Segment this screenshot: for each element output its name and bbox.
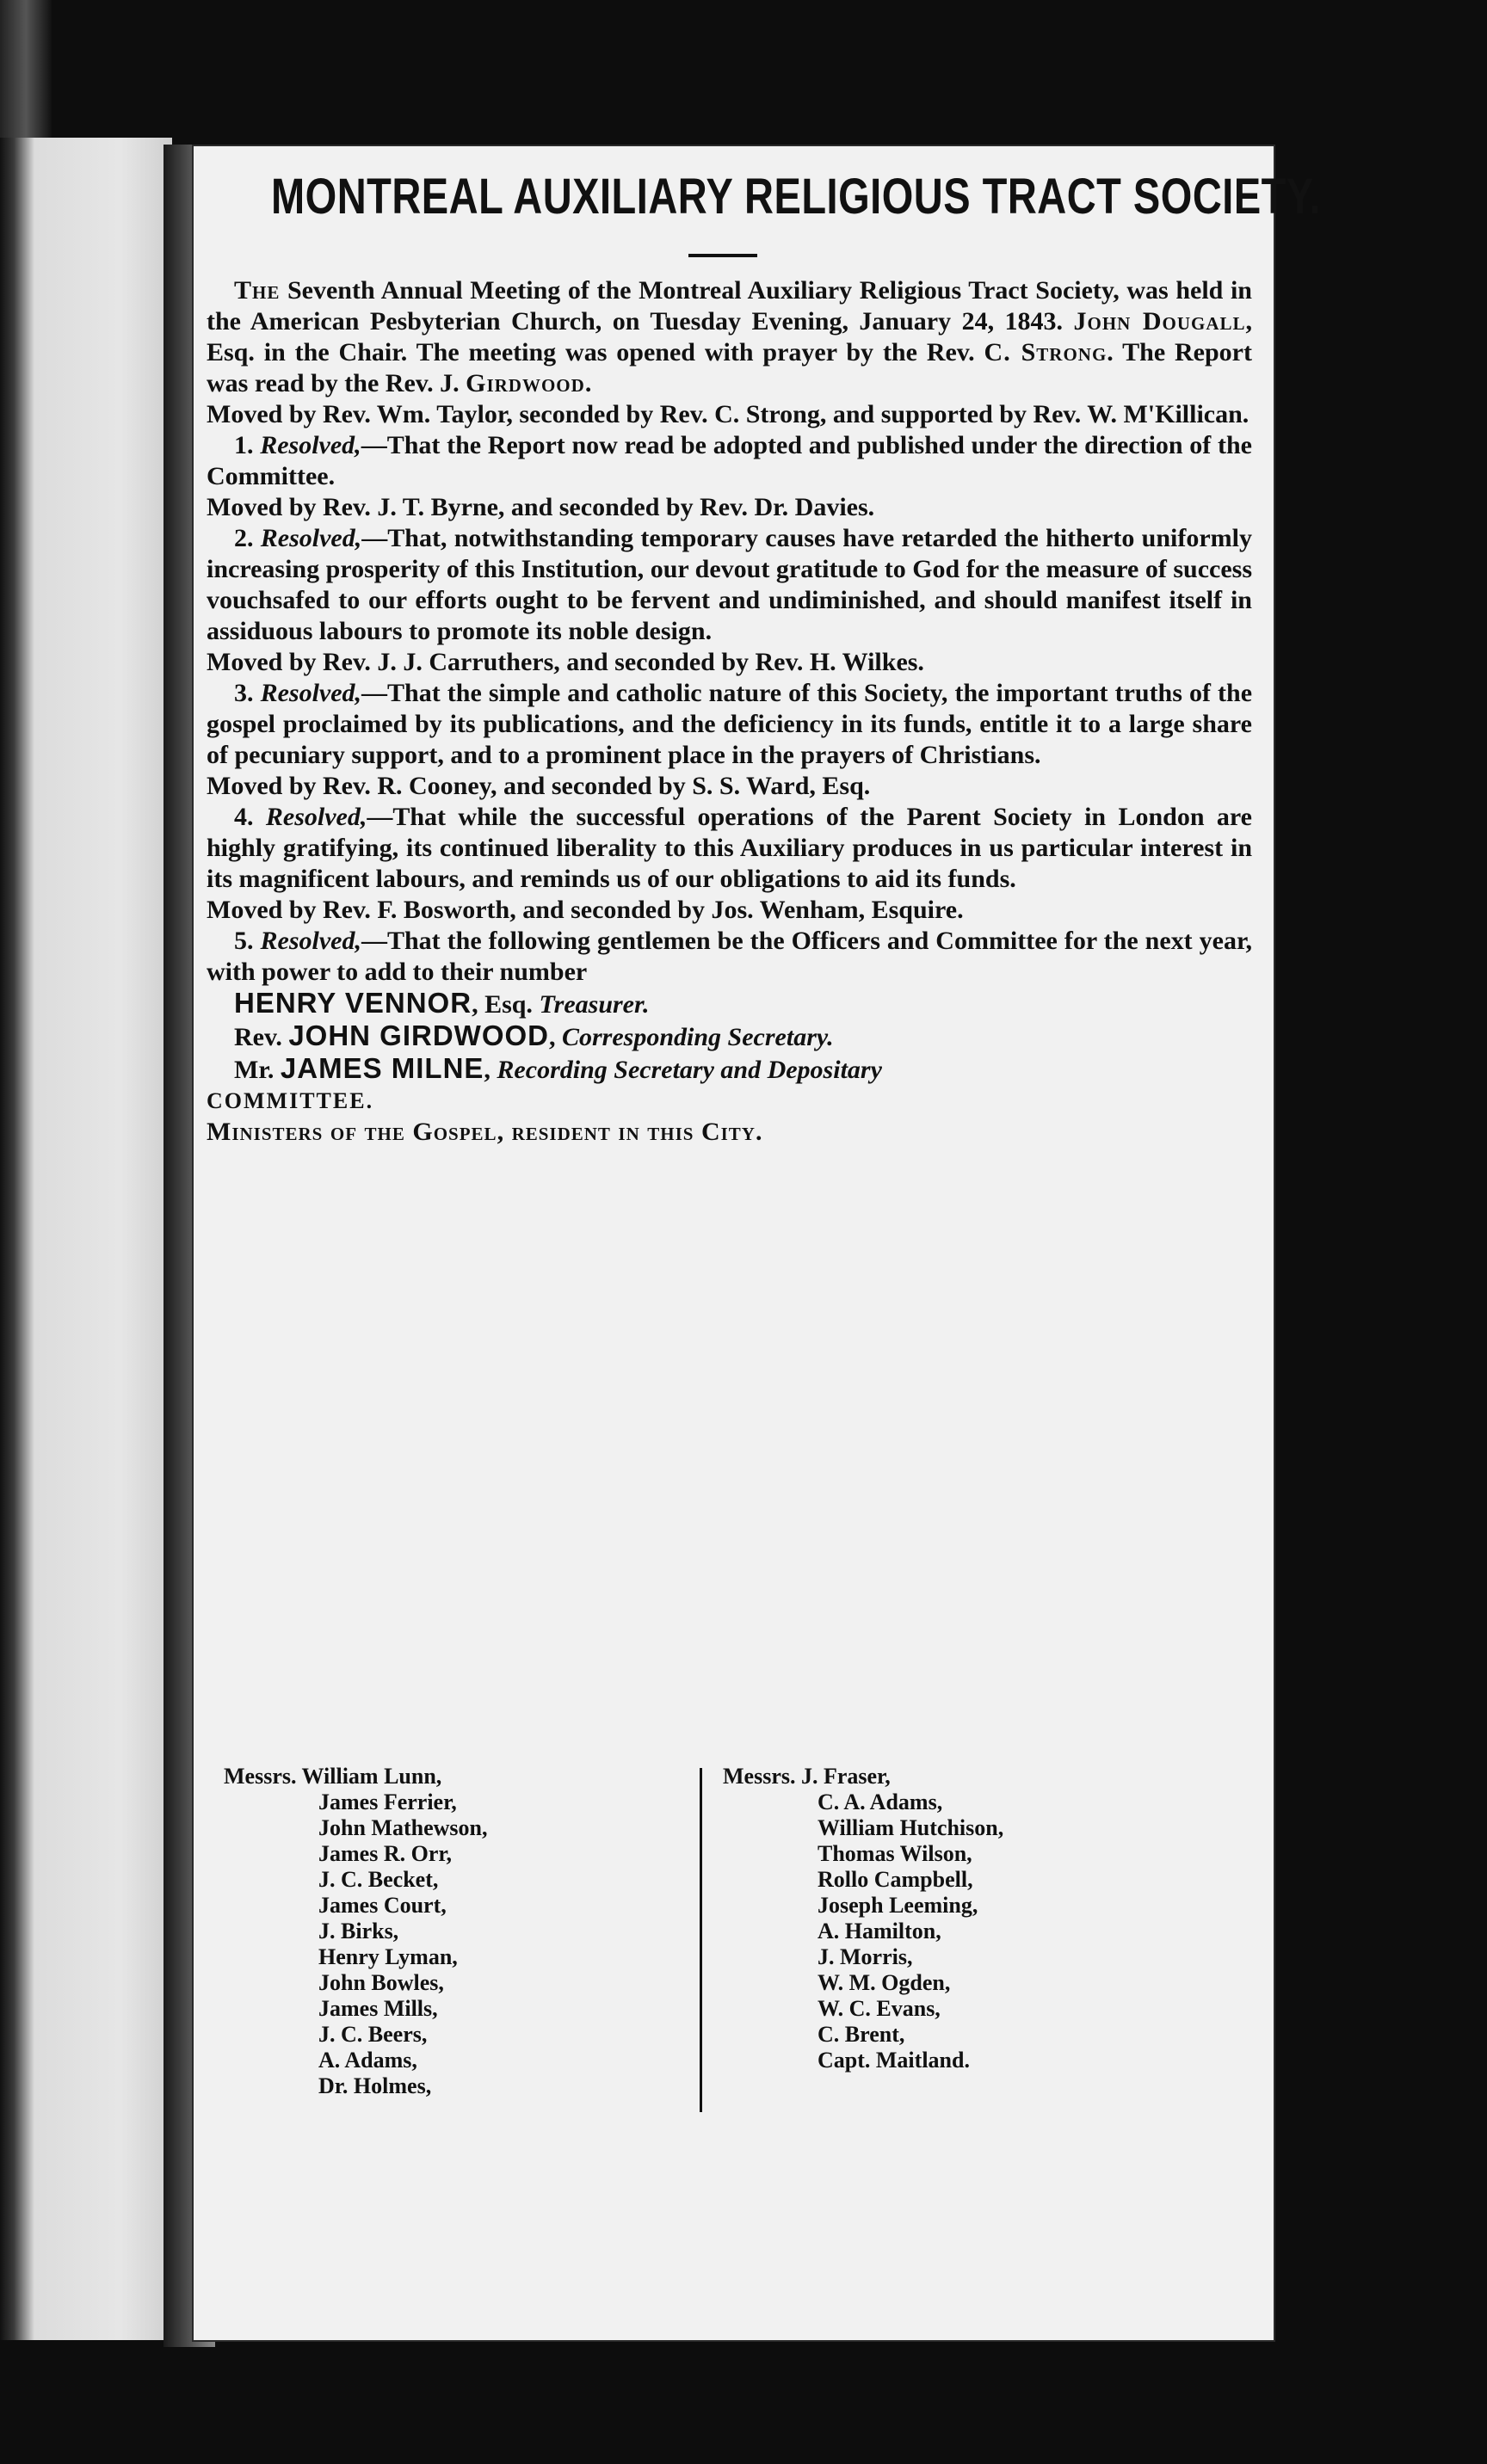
column-divider: [700, 1768, 702, 2112]
moved-line-3: Moved by Rev. J. J. Carruthers, and seconded by Rev. H. Wilkes.: [207, 648, 924, 676]
committee-member: John Mathewson,: [318, 1815, 488, 1840]
resolution-4: 4. Resolved,—That while the successful operations of the Parent Society in London are highly gratifying, its continued liberality to this Auxiliary produces in us particular interest in its magnificent labours, and reminds us of our obligations to aid its funds.: [207, 803, 1252, 893]
resolution-1: 1. Resolved,—That the Report now read be adopted and published under the direction of the Committee.: [207, 431, 1252, 490]
moved-line-5: Moved by Rev. F. Bosworth, and seconded by Jos. Wenham, Esquire.: [207, 896, 964, 924]
committee-member: John Bowles,: [318, 1970, 444, 1995]
resolution-3: 3. Resolved,—That the simple and catholic nature of this Society, the important truths of the gospel proclaimed by its publications, and the deficiency in its funds, entitle it to a large share of pecuniary support, and to a prominent place in the prayers of Christians.: [207, 679, 1253, 769]
committee-member: W. C. Evans,: [818, 1996, 941, 2021]
moved-line-1: Moved by Rev. Wm. Taylor, seconded by Rev. C. Strong, and supported by Rev. W. M'Killican.: [207, 400, 1249, 428]
officer-treasurer: HENRY VENNOR, Esq. Treasurer.: [234, 987, 650, 1019]
committee-member: James Court,: [318, 1893, 447, 1918]
committee-member: James R. Orr,: [318, 1841, 453, 1866]
committee-member: J. Morris,: [818, 1944, 913, 1969]
committee-column-left: [224, 1764, 671, 2099]
committee-list: [224, 1764, 1239, 2125]
committee-member: J. C. Becket,: [318, 1867, 439, 1892]
committee-member: Joseph Leeming,: [818, 1893, 978, 1918]
ministers-heading: Ministers of the Gospel, resident in this City.: [207, 1118, 763, 1146]
officer-recording-secretary: Mr. JAMES MILNE, Recording Secretary and Depositary: [234, 1052, 882, 1084]
resolution-5: 5. Resolved,—That the following gentlemen be the Officers and Committee for the next year, with power to add to their number: [207, 927, 1253, 986]
page-title: MONTREAL AUXILIARY RELIGIOUS TRACT SOCIETY.: [271, 167, 1322, 225]
committee-member: William Hutchison,: [818, 1815, 1004, 1840]
committee-member: A. Hamilton,: [818, 1919, 941, 1943]
document-body: [207, 275, 1252, 1148]
committee-member: Dr. Holmes,: [318, 2073, 432, 2098]
committee-member: Henry Lyman,: [318, 1944, 458, 1969]
committee-member: Messrs. J. Fraser,: [723, 1764, 891, 1789]
committee-heading: COMMITTEE.: [207, 1088, 374, 1113]
committee-member: W. M. Ogden,: [818, 1970, 951, 1995]
committee-member: Rollo Campbell,: [818, 1867, 973, 1892]
resolution-2: 2. Resolved,—That, notwithstanding temporary causes have retarded the hitherto uniformly increasing prosperity of this Institution, our devout gratitude to God for the measure of success vouchsafed to our efforts ought to be fervent and undiminished, and should manifest itself in assiduous labours to promote its noble design.: [207, 524, 1253, 645]
committee-member: J. C. Beers,: [318, 2022, 428, 2047]
committee-member: Capt. Maitland.: [818, 2048, 970, 2073]
committee-member: J. Birks,: [318, 1919, 399, 1943]
committee-member: James Ferrier,: [318, 1789, 457, 1814]
title-rule: [688, 254, 757, 257]
moved-line-4: Moved by Rev. R. Cooney, and seconded by S. S. Ward, Esq.: [207, 772, 871, 800]
committee-member: James Mills,: [318, 1996, 438, 2021]
committee-member: C. A. Adams,: [818, 1789, 943, 1814]
committee-member: C. Brent,: [818, 2022, 905, 2047]
intro-paragraph: The Seventh Annual Meeting of the Montreal Auxiliary Religious Tract Society, was held in the American Pesbyterian Church, on Tuesday Evening, January 24, 1843. John Dougall, Esq. in the Chair. The meeting was opened with prayer by the Rev. C. Strong. The Report was read by the Rev. J. Girdwood.: [207, 276, 1252, 397]
moved-line-2: Moved by Rev. J. T. Byrne, and seconded by Rev. Dr. Davies.: [207, 493, 875, 521]
officer-corresponding-secretary: Rev. JOHN GIRDWOOD, Corresponding Secretary.: [234, 1019, 834, 1051]
committee-member: A. Adams,: [318, 2048, 417, 2073]
committee-column-right: [723, 1764, 1205, 2073]
committee-member: Thomas Wilson,: [818, 1841, 972, 1866]
adjacent-page: [0, 138, 172, 2340]
document-page: [194, 146, 1322, 2340]
committee-member: Messrs. William Lunn,: [224, 1764, 442, 1789]
